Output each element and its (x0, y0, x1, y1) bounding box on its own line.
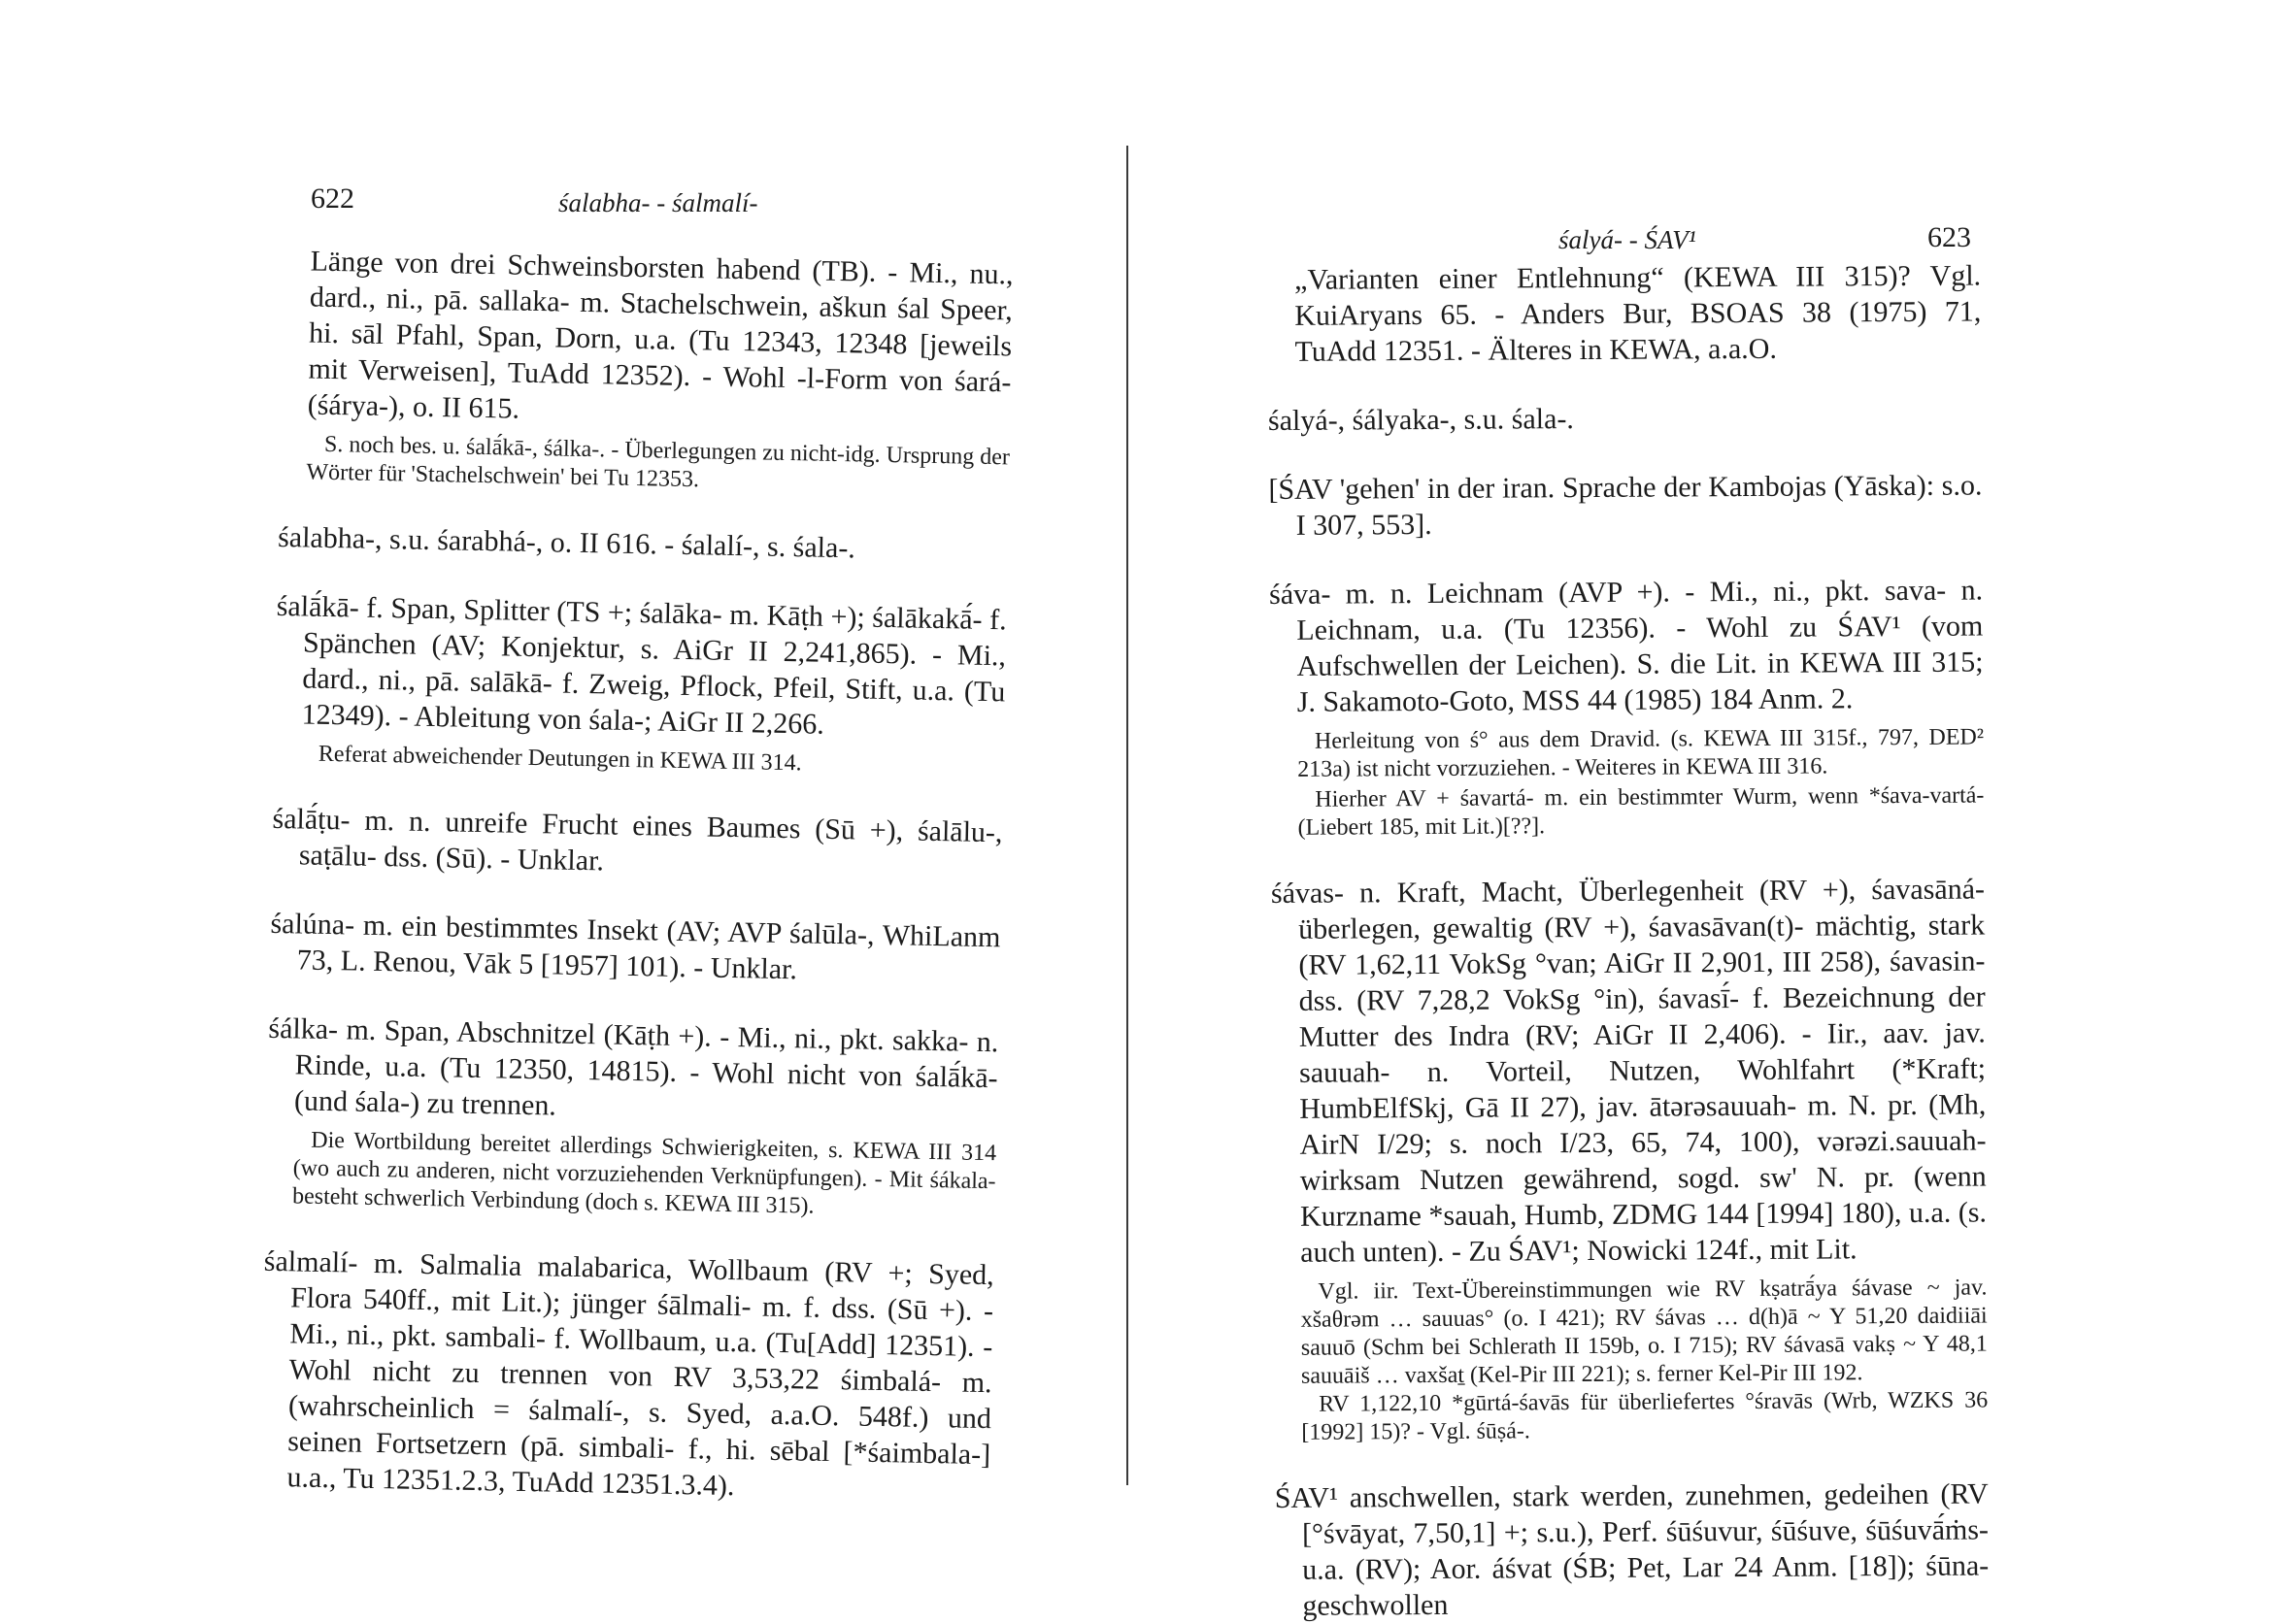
entry-salatu: śalā́ṭu- m. n. unreife Frucht eines Baumes (Sū +), śalālu-, saṭālu- dss. (Sū). - Unklar. (272, 802, 1003, 878)
note-block: Referat abweichender Deutungen in KEWA III 314. (318, 741, 802, 777)
page-gutter (1126, 146, 1128, 1485)
entry-saluna: śalúna- m. ein bestimmtes Insekt (AV; AVP śalūla-, WhiLanm 73, L. Renou, Vāk 5 [1957] 101). - Unklar. (270, 907, 1001, 986)
running-head-right: śalyá- - ŚAV¹ (1558, 225, 1696, 254)
entry-sav1: ŚAV¹ anschwellen, stark werden, zunehmen, gedeihen (RV [°śvāyat, 7,50,1] +; s.u.), Perf. śūśuvur, śūśuve, śūśuvā́ṁs- u.a. (RV); Aor. áśvat (ŚB; Pet, Lar 24 Anm. [18]); śūna- geschwollen (1274, 1477, 1990, 1622)
entry-salmali: śalmalí- m. Salmalia malabarica, Wollbaum (RV +; Syed, Flora 540ff., mit Lit.); jünger śālmali- m. f. dss. (Sū +). - Mi., ni., pkt. sambali- f. Wollbaum, u.a. (Tu[Add] 12351). - Wohl nicht zu trennen von RV 3,53,22 śimbalá- m. (wahrscheinlich = śalmalí-, s. Syed, a.a.O. 548f.) und seinen Fortsetzern (pā. simbali- f., hi. sēbal [*śaimbala-] u.a., Tu 12351.2.3, TuAdd 12351.3.4). (263, 1244, 995, 1503)
left-column (259, 243, 1014, 1508)
note-block: RV 1,122,10 *gūrtá-śavās für überliefertes °śravās (Wrb, WZKS 36 [1992] 15)? - Vgl. śūṣá-. (1301, 1387, 1989, 1445)
entry-salabha: śalabha-, s.u. śarabhá-, o. II 616. - śalalí-, s. śala-. (277, 520, 856, 565)
entry-sava: śáva- m. n. Leichnam (AVP +). - Mi., ni., pkt. sava- n. Leichnam, u.a. (Tu 12356). - Wohl zu ŚAV¹ (vom Aufschwellen der Leichen). S. die Lit. in KEWA III 315; J. Sakamoto-Goto, MSS 44 (1985) 184 Anm. 2. (1268, 574, 1984, 718)
page-number-left: 622 (311, 182, 354, 215)
note-block: Vgl. iir. Text-Übereinstimmungen wie RV kṣatrā́ya śávase ~ jav. xšaθrəm … sauuas° (o. I 421); RV śávas … d(h)ā ~ Y 51,20 daidiiāi sauuō (Schm bei Schlerath II 159b, o. I 715); RV śávasā vakṣ ~ Y 48,1 sauuāiš … vaxšaṯ (Kel-Pir III 221); s. ferner Kel-Pir III 192. (1300, 1275, 1988, 1389)
note-block: Herleitung von ś° aus dem Dravid. (s. KEWA III 315f., 797, DED² 213a) ist nicht vorzuziehen. - Weiteres in KEWA III 316. (1297, 724, 1985, 782)
entry-salka: śálka- m. Span, Abschnitzel (Kāṭh +). - Mi., ni., pkt. sakka- n. Rinde, u.a. (Tu 12350, 14815). - Wohl nicht von śalā́kā- (und śala-) zu trennen. (268, 1011, 999, 1122)
page-number-right: 623 (1927, 221, 1971, 253)
entry-salya: śalyá-, śályaka-, s.u. śala-. (1267, 403, 1574, 437)
entry-continuation: Länge von drei Schweinsborsten habend (TB). - Mi., nu., dard., ni., pā. sallaka- m. Stachelschwein, aškun śal Speer, hi. sāl Pfahl, Span, Dorn, u.a. (Tu 12343, 12348 [jeweils mit Verweisen], TuAdd 12352). - Wohl -l-Form von śará- (śárya-), o. II 615. (307, 245, 1014, 425)
right-column (1267, 258, 1990, 1624)
note-block: S. noch bes. u. śalā́kā-, śálka-. - Überlegungen zu nicht-idg. Ursprung der Wörter für 'Stachelschwein' bei Tu 12353. (306, 431, 1011, 493)
note-block: Die Wortbildung bereitet allerdings Schwierigkeiten, s. KEWA III 314 (wo auch zu anderen, nicht vorzuziehenden Verknüpfungen). - Mit śákala- besteht schwerlich Verbindung (doch s. KEWA III 315). (291, 1127, 997, 1219)
running-head-left: śalabha- - śalmalí- (558, 188, 758, 217)
note-block: Hierher AV + śavartá- m. ein bestimmter Wurm, wenn *śava-vartá- (Liebert 185, mit Lit.)[??]. (1297, 782, 1985, 841)
entry-savas: śávas- n. Kraft, Macht, Überlegenheit (RV +), śavasāná- überlegen, gewaltig (RV +), śavasāvan(t)- mächtig, stark (RV 1,62,11 VokSg °van; AiGr II 2,901, III 258), śavasin- dss. (RV 7,28,2 VokSg °in), śavasī́- f. Bezeichnung der Mutter des Indra (RV; AiGr II 2,406). - Iir., aav. jav. sauuah- n. Vorteil, Nutzen, Wohlfahrt (*Kraft; HumbElfSkj, Gā II 27), jav. ātərəsauuah- m. N. pr. (Mh, AirN I/29; s. noch I/23, 65, 74, 100), vərəzi.sauuah- wirksam Nutzen gewährend, sogd. sw' N. pr. (wenn Kurzname *sauah, Humb, ZDMG 144 [1994] 180), u.a. (s. auch unten). - Zu ŚAV¹; Nowicki 124f., mit Lit. (1270, 873, 1988, 1269)
entry-continuation: „Varianten einer Entlehnung“ (KEWA III 315)? Vgl. KuiAryans 65. - Anders Bur, BSOAS 38 (1975) 71, TuAdd 12351. - Älteres in KEWA, a.a.O. (1294, 259, 1982, 368)
entry-sav-gehen: [ŚAV 'gehen' in der iran. Sprache der Kambojas (Yāska): s.o. I 307, 553]. (1268, 469, 1983, 542)
entry-salaka: śalā́kā- f. Span, Splitter (TS +; śalāka- m. Kāṭh +); śalākakā́- f. Spänchen (AV; Konjektur, s. AiGr II 2,241,865). - Mi., dard., ni., pā. salākā- f. Zweig, Pflock, Pfeil, Stift, u.a. (Tu 12349). - Ableitung von śala-; AiGr II 2,266. (276, 589, 1007, 741)
